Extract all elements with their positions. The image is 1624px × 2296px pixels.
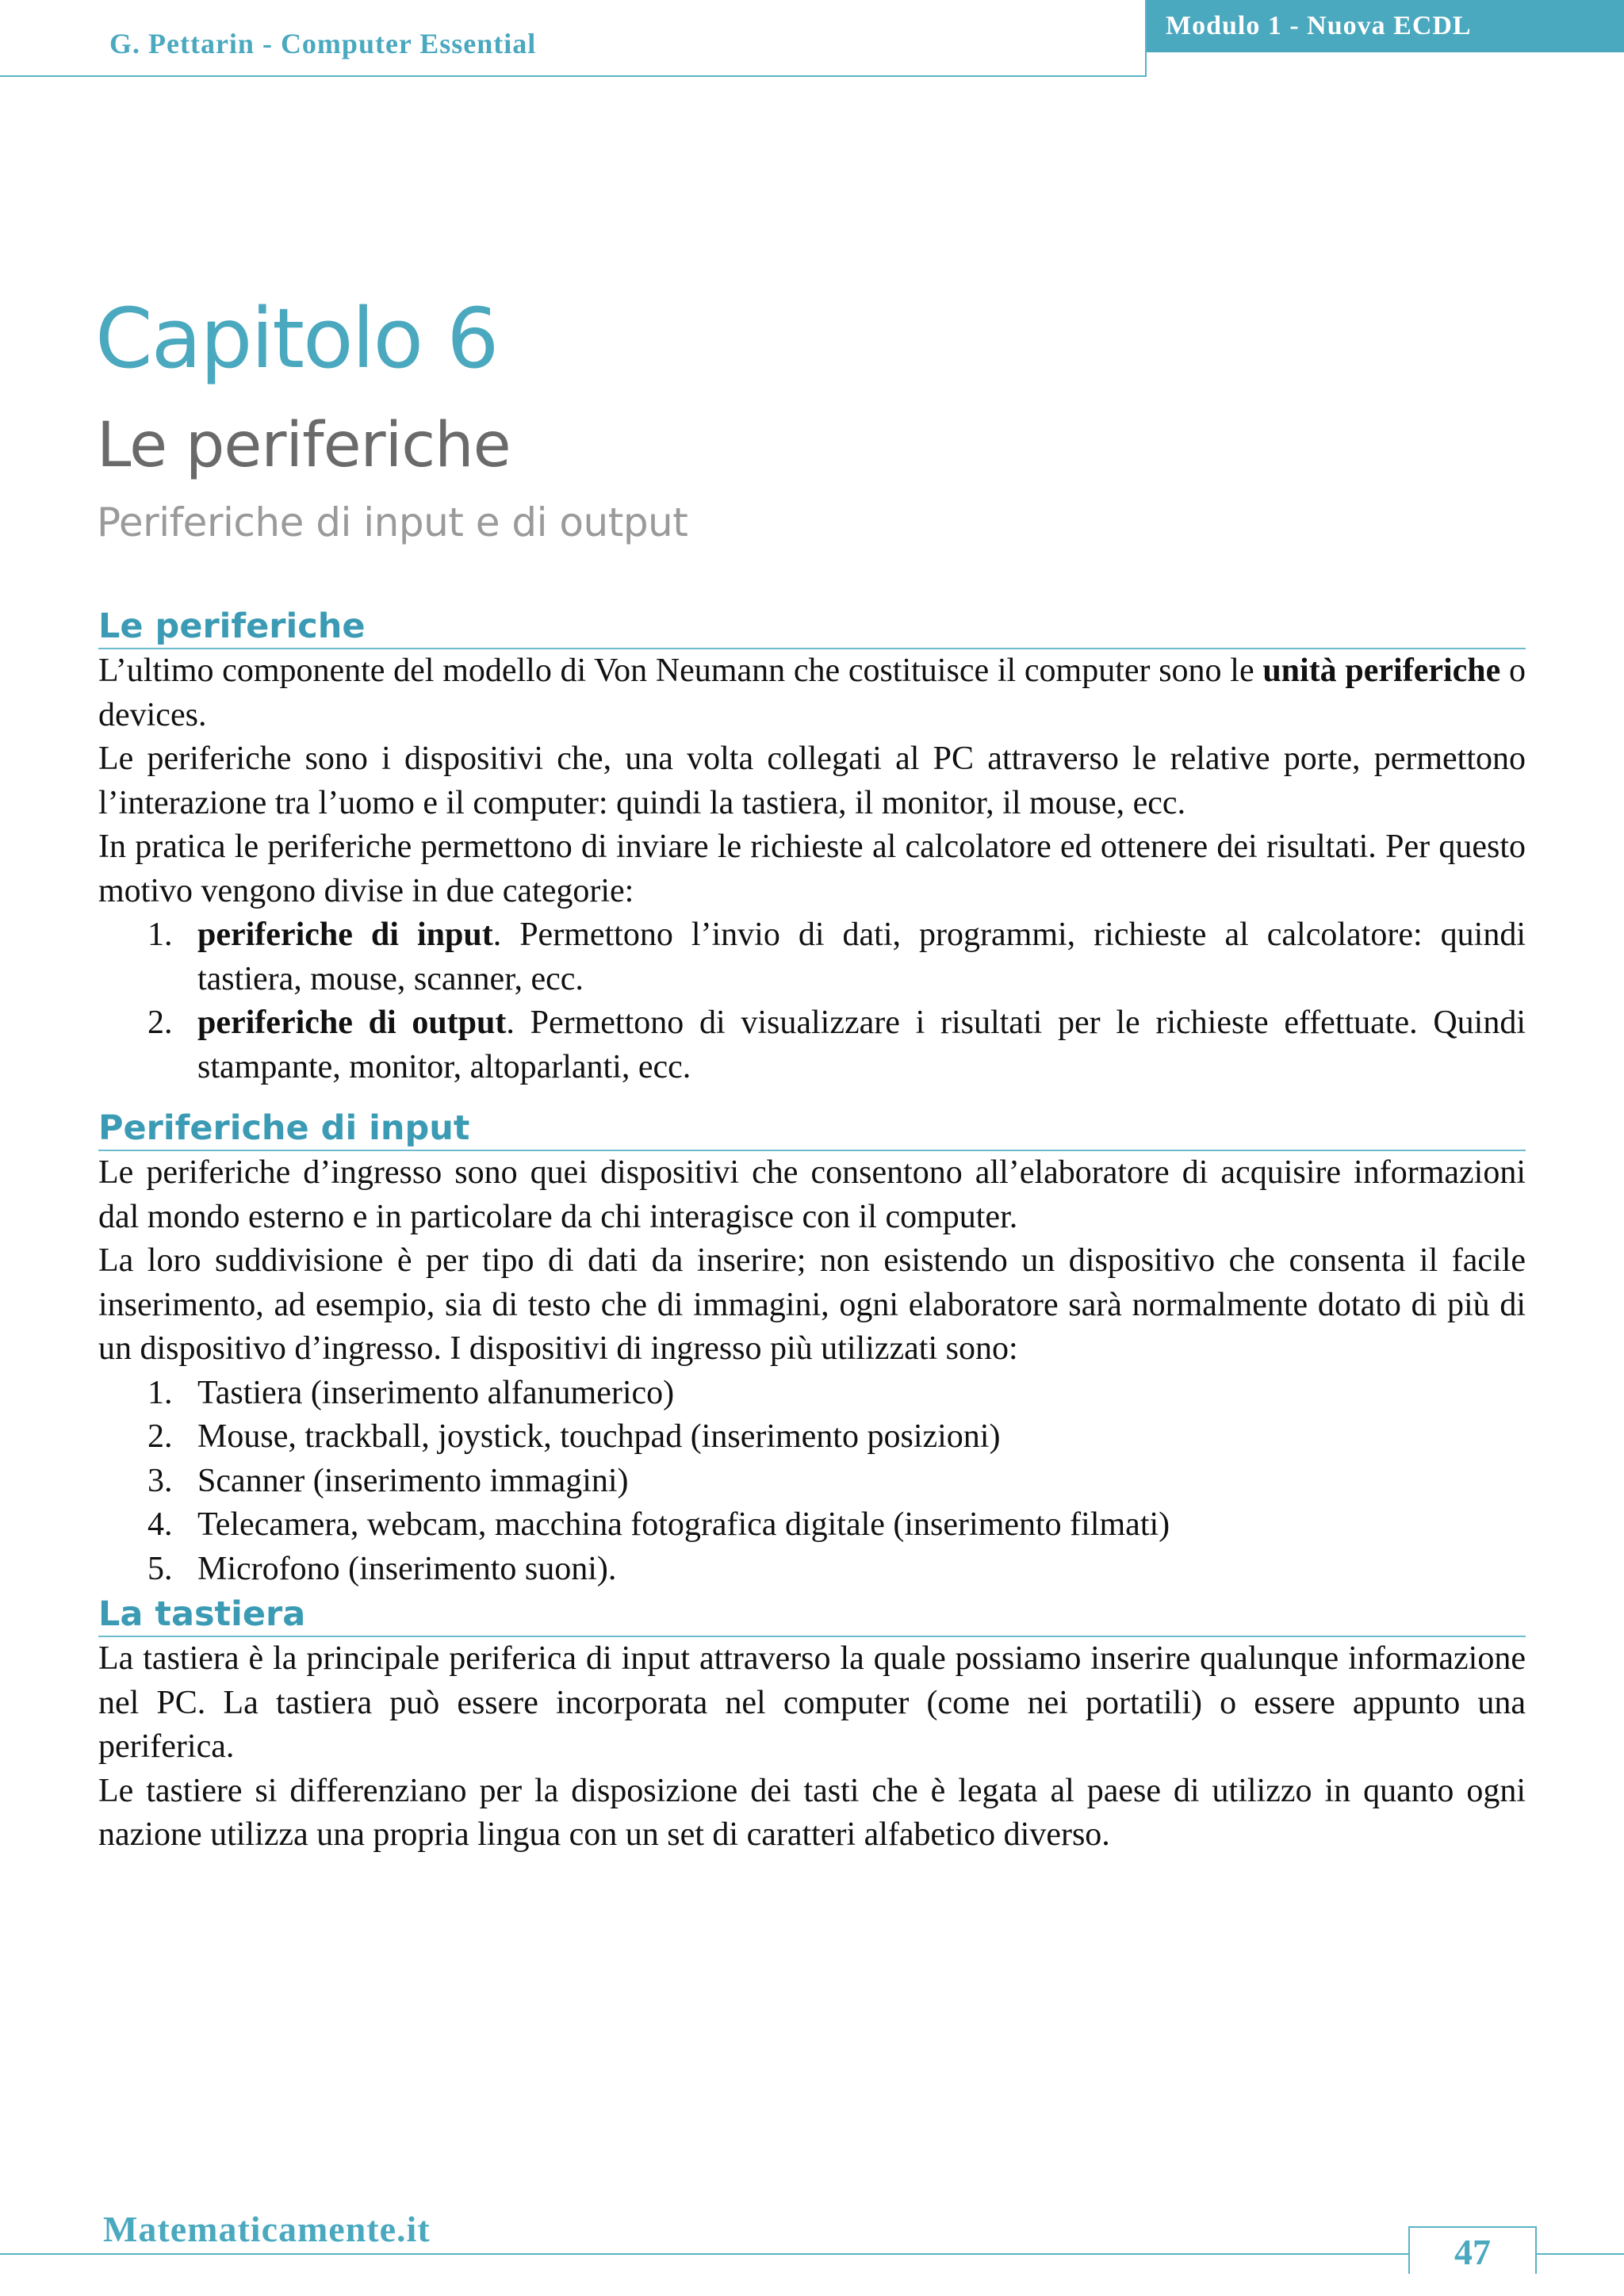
paragraph: La loro suddivisione è per tipo di dati da inserire; non esistendo un dispositivo che consenta il facile inserimento, ad esempio, sia di testo che di immagini, ogni elaboratore sarà normalmente dotato di più di un dispositivo d’ingresso. I dispositivi di ingresso più utilizzati sono: bbox=[98, 1242, 1526, 1367]
list-number: 1. bbox=[147, 916, 173, 953]
section-heading-periferiche: Le periferiche bbox=[98, 605, 1526, 649]
section-heading-input: Periferiche di input bbox=[98, 1107, 1526, 1151]
paragraph: Le periferiche sono i dispositivi che, una volta collegati al PC attraverso le relative porte, permettono l’interazione tra l’uomo e il computer: quindi la tastiera, il monitor, il mouse, ecc. bbox=[98, 740, 1526, 821]
list-number: 5. bbox=[147, 1550, 173, 1587]
paragraph-text: L’ultimo componente del modello di Von Neumann che costituisce il computer sono le bbox=[98, 652, 1263, 689]
list-item bbox=[98, 1372, 1526, 1416]
list-number: 3. bbox=[147, 1462, 173, 1499]
input-devices-list bbox=[98, 1372, 1526, 1592]
footer-rule bbox=[1537, 2253, 1624, 2255]
paragraph: La tastiera è la principale periferica di input attraverso la quale possiamo inserire qualunque informazione nel PC. La tastiera può essere incorporata nel computer (come nei portatili) o essere appunto una periferica. bbox=[98, 1640, 1526, 1765]
paragraph: Le tastiere si differenziano per la disposizione dei tasti che è legata al paese di utilizzo in quanto ogni nazione utilizza una propria lingua con un set di caratteri alfabetico diverso. bbox=[98, 1772, 1526, 1853]
list-number: 2. bbox=[147, 1418, 173, 1455]
header-author: G. Pettarin - Computer Essential bbox=[109, 28, 537, 59]
list-item-text: . Permettono l’invio di dati, programmi, richieste al calcolatore: quindi tastiera, mouse, scanner, ecc. bbox=[197, 916, 1526, 997]
page-number: 47 bbox=[1408, 2226, 1537, 2274]
list-item bbox=[98, 1460, 1526, 1504]
footer-rule bbox=[0, 2253, 1408, 2255]
paragraph-text: o devices. bbox=[98, 652, 1526, 733]
list-item-text: Telecamera, webcam, macchina fotografica digitale (inserimento filmati) bbox=[197, 1506, 1170, 1543]
list-number: 1. bbox=[147, 1374, 173, 1411]
list-item-text: . Permettono di visualizzare i risultati per le richieste effettuate. Quindi stampante, monitor, altoparlanti, ecc. bbox=[197, 1004, 1526, 1085]
chapter-description: Periferiche di input e di output bbox=[97, 499, 688, 545]
list-item bbox=[98, 1415, 1526, 1460]
list-item-text: Microfono (inserimento suoni). bbox=[197, 1550, 617, 1587]
chapter-title: Capitolo 6 bbox=[95, 290, 498, 387]
category-list bbox=[98, 913, 1526, 1089]
list-item bbox=[98, 1548, 1526, 1592]
list-item bbox=[98, 1503, 1526, 1548]
paragraph bbox=[98, 649, 1526, 737]
header-module-tab: Modulo 1 - Nuova ECDL bbox=[1147, 0, 1624, 52]
paragraph: In pratica le periferiche permettono di inviare le richieste al calcolatore ed ottenere dei risultati. Per questo motivo vengono divise in due categorie: bbox=[98, 828, 1526, 909]
page-content bbox=[98, 605, 1526, 1858]
chapter-subtitle: Le periferiche bbox=[97, 410, 511, 481]
footer-site-name: Matematicamente.it bbox=[103, 2209, 431, 2249]
list-number: 2. bbox=[147, 1004, 173, 1041]
bold-term: periferiche di output bbox=[197, 1004, 507, 1041]
list-item-text: Tastiera (inserimento alfanumerico) bbox=[197, 1374, 675, 1411]
list-item bbox=[98, 913, 1526, 1001]
bold-term: unità periferiche bbox=[1262, 652, 1501, 689]
paragraph: Le periferiche d’ingresso sono quei dispositivi che consentono all’elaboratore di acquisire informazioni dal mondo esterno e in particolare da chi interagisce con il computer. bbox=[98, 1154, 1526, 1235]
header-rule bbox=[0, 75, 1147, 77]
list-number: 4. bbox=[147, 1506, 173, 1543]
list-item-text: Scanner (inserimento immagini) bbox=[197, 1462, 629, 1499]
section-heading-tastiera: La tastiera bbox=[98, 1593, 1526, 1637]
bold-term: periferiche di input bbox=[197, 916, 493, 953]
list-item-text: Mouse, trackball, joystick, touchpad (inserimento posizioni) bbox=[197, 1418, 1001, 1455]
list-item bbox=[98, 1001, 1526, 1089]
